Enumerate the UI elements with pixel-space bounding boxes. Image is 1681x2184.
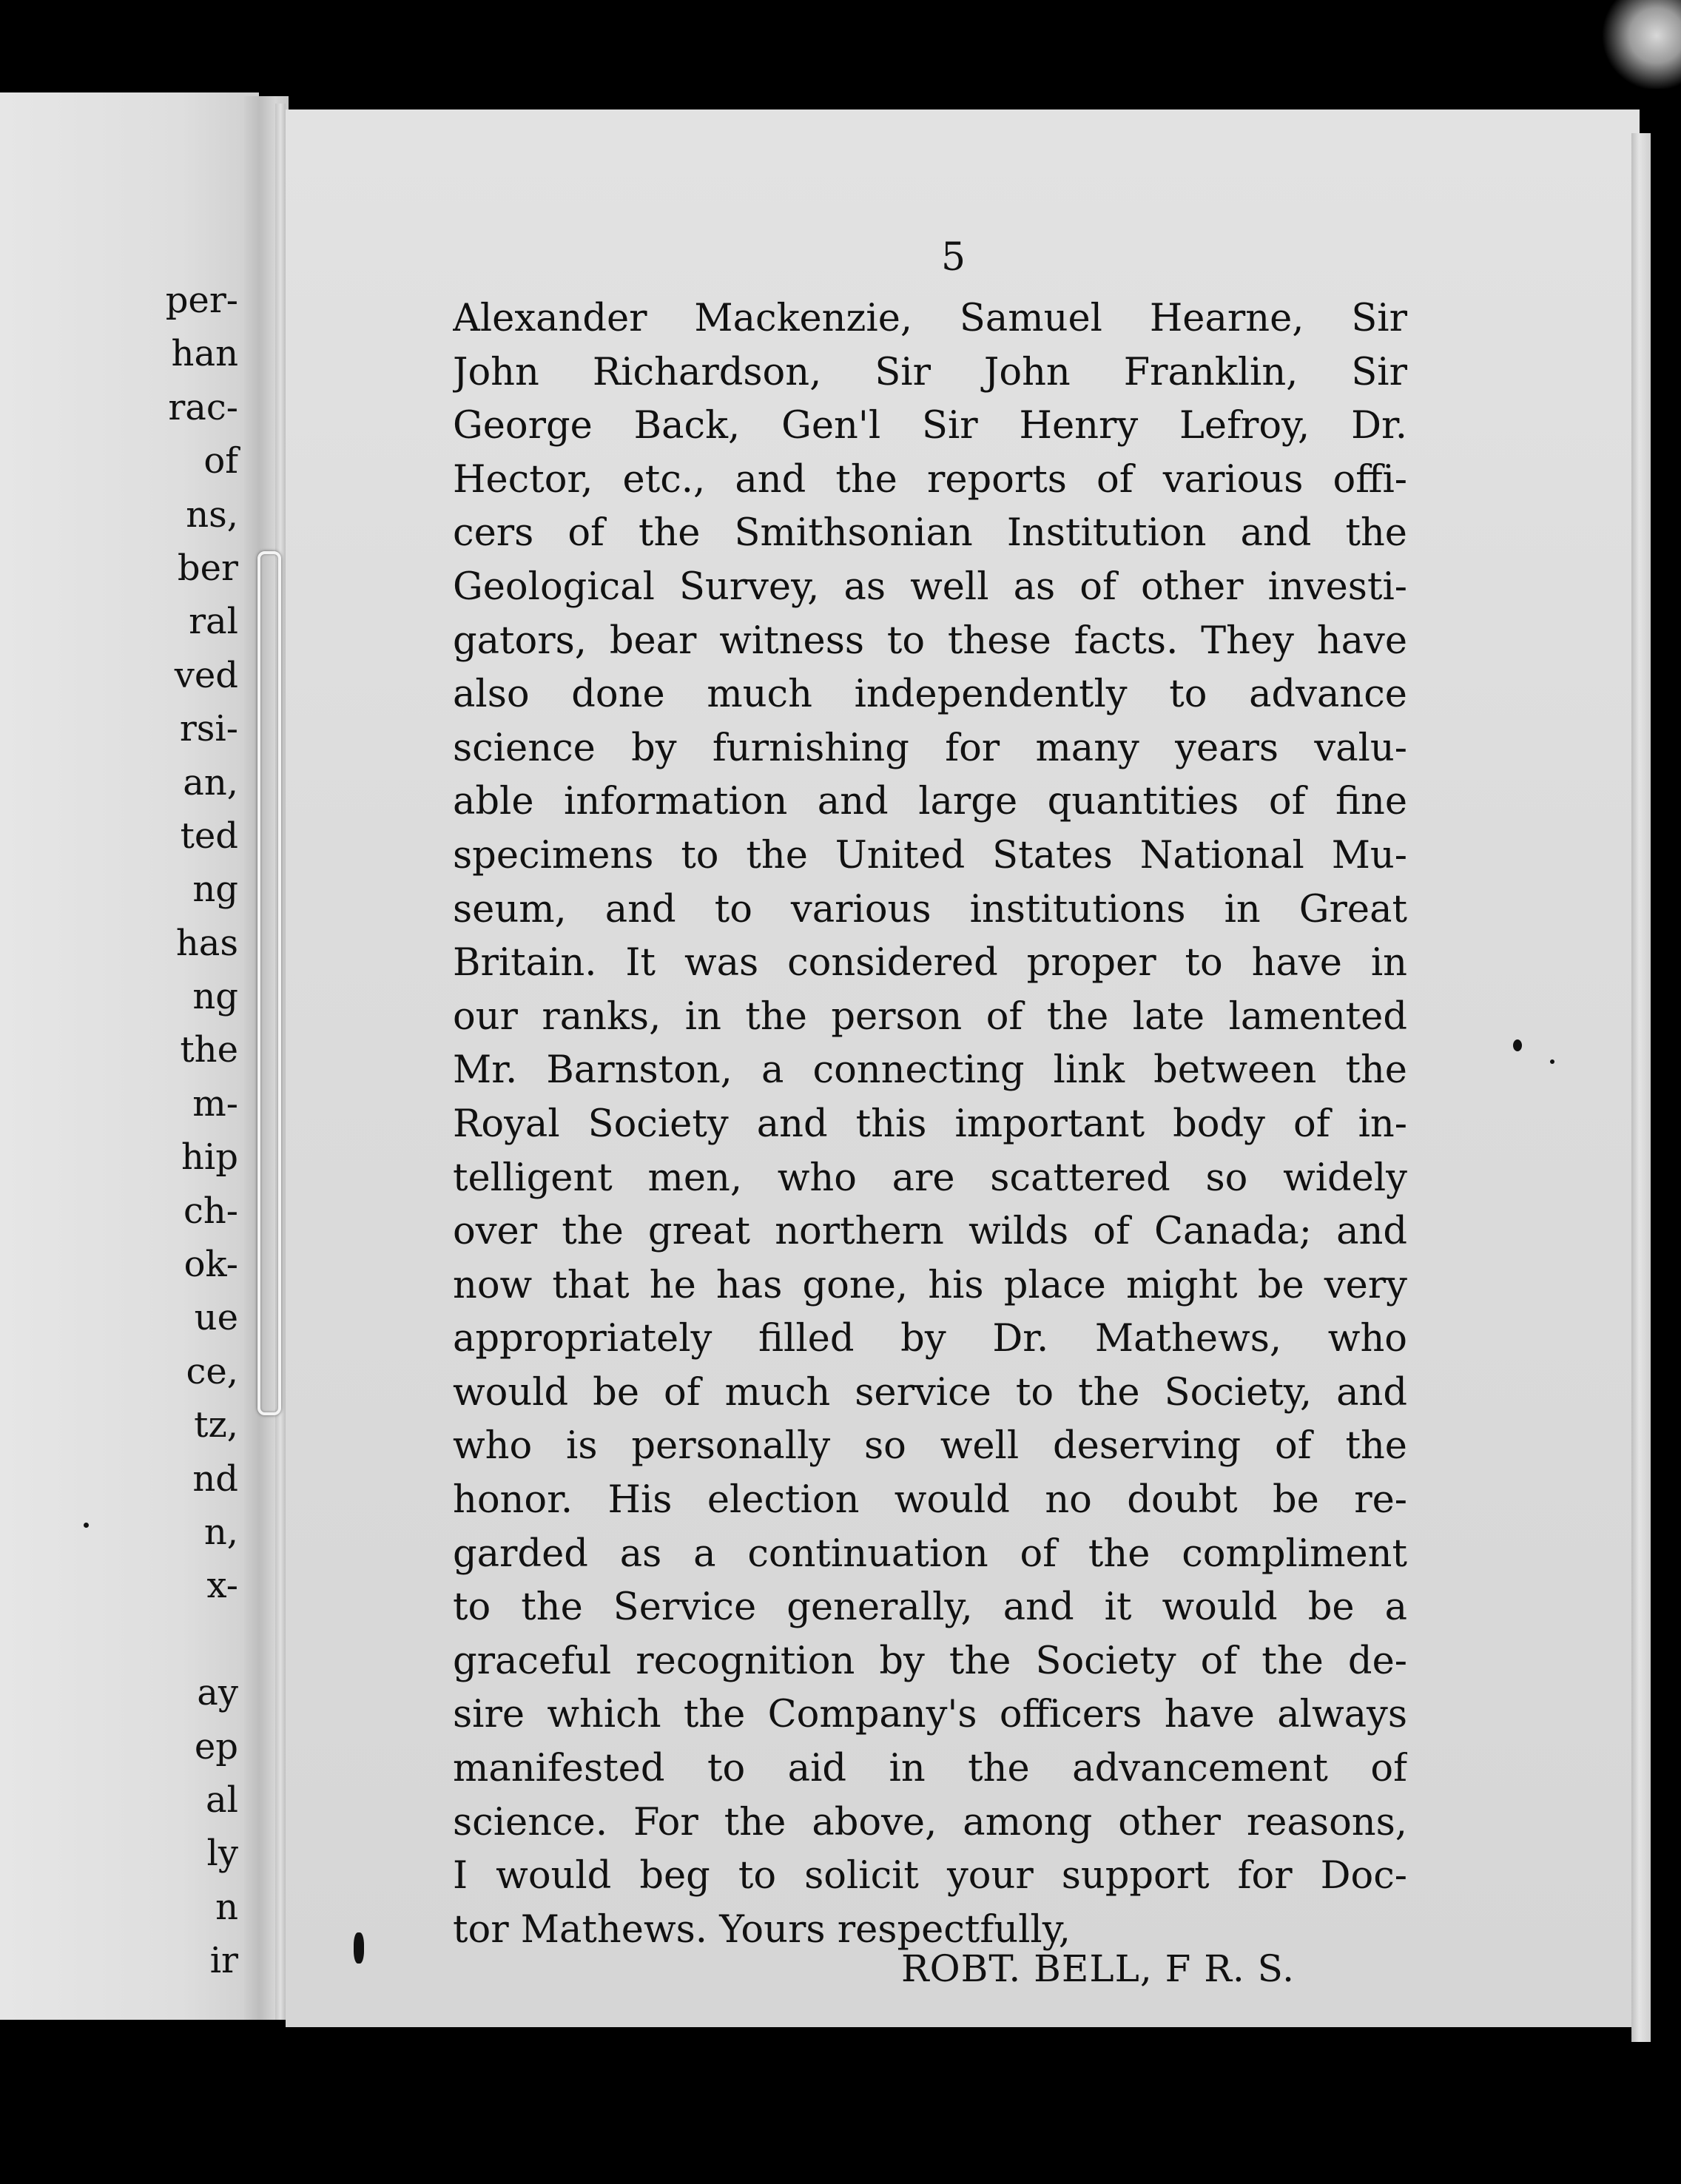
left-page-fragment	[0, 92, 259, 2020]
body-text-line: Hector, etc., and the reports of various offi-	[453, 457, 1407, 502]
left-page-line-fragment: al	[206, 1779, 238, 1821]
left-page-line-fragment: ns,	[186, 493, 238, 536]
left-page-line-fragment: ir	[209, 1940, 238, 1982]
body-text-line: appropriately filled by Dr. Mathews, who	[453, 1317, 1407, 1361]
left-page-line-fragment: per-	[165, 280, 238, 321]
body-text-line: George Back, Gen'l Sir Henry Lefroy, Dr.	[453, 404, 1407, 448]
ink-speck	[1513, 1039, 1522, 1051]
body-text-line: also done much independently to advance	[453, 673, 1407, 717]
left-page-line-fragment: ce,	[186, 1350, 238, 1392]
left-page-line-fragment: n,	[203, 1511, 238, 1553]
body-text-line: gators, bear witness to these facts. They have	[453, 619, 1407, 663]
left-page-line-fragment: ok-	[183, 1244, 238, 1286]
left-page-line-fragment: the	[180, 1029, 238, 1071]
left-page-line-fragment: x-	[206, 1565, 238, 1607]
page-number: 5	[941, 235, 966, 280]
body-text-line: able information and large quantities of fine	[453, 780, 1407, 824]
body-text-line: graceful recognition by the Society of the de-	[453, 1639, 1407, 1683]
left-page-line-fragment: ng	[192, 869, 238, 911]
body-text-line: seum, and to various institutions in Great	[453, 887, 1407, 931]
body-text-line: Alexander Mackenzie, Samuel Hearne, Sir	[453, 297, 1407, 340]
left-page-line-fragment: tz,	[194, 1404, 238, 1446]
right-page-edge	[1631, 133, 1651, 2042]
body-text-line: manifested to aid in the advancement of	[453, 1747, 1407, 1791]
left-page-line-fragment: ly	[206, 1833, 238, 1875]
body-text-line: I would beg to solicit your support for Doc-	[453, 1854, 1407, 1898]
left-page-line-fragment: rac-	[168, 386, 238, 428]
left-page-line-fragment: has	[175, 922, 238, 964]
body-text-line: sire which the Company's officers have always	[453, 1693, 1407, 1737]
body-text-line: science. For the above, among other reasons,	[453, 1800, 1407, 1844]
body-text-line: cers of the Smithsonian Institution and the	[453, 511, 1407, 556]
left-page-line-fragment: han	[171, 333, 238, 375]
body-text-line: John Richardson, Sir John Franklin, Sir	[453, 350, 1407, 394]
body-text-line: over the great northern wilds of Canada; and	[453, 1210, 1407, 1254]
ink-speck	[1550, 1059, 1554, 1064]
left-page-line-fragment: ral	[189, 601, 238, 643]
signature-line: ROBT. BELL, F R. S.	[901, 1947, 1295, 1990]
left-page-line-fragment: ng	[192, 976, 238, 1018]
body-text-line: to the Service generally, and it would be a	[453, 1585, 1407, 1630]
body-text-line: would be of much service to the Society, and	[453, 1370, 1407, 1415]
body-text-line: science by furnishing for many years valu-	[453, 726, 1407, 770]
body-text-line: who is personally so well deserving of the	[453, 1424, 1407, 1469]
left-page-line-fragment: ep	[194, 1725, 238, 1767]
left-page-line-fragment: ue	[194, 1297, 238, 1339]
body-text-line: Royal Society and this important body of in-	[453, 1102, 1407, 1146]
body-text-line: Britain. It was considered proper to have in	[453, 941, 1407, 985]
left-page-line-fragment: m-	[192, 1082, 238, 1125]
body-text-line: garded as a continuation of the compliment	[453, 1531, 1407, 1576]
left-page-line-fragment: ay	[197, 1672, 238, 1714]
body-text-line: tor Mathews. Yours respectfully,	[453, 1907, 1071, 1952]
body-text-line: now that he has gone, his place might be very	[453, 1263, 1407, 1307]
left-page-line-fragment: ch-	[183, 1190, 238, 1232]
letter-body-text	[453, 292, 1407, 1957]
ink-speck	[84, 1523, 89, 1528]
left-page-line-fragment: hip	[181, 1136, 238, 1179]
left-page-line-fragment: ted	[180, 815, 238, 857]
body-text-line: our ranks, in the person of the late lamented	[453, 994, 1407, 1039]
left-page-line-fragments	[166, 274, 238, 1988]
body-text-line: Geological Survey, as well as of other investi-	[453, 564, 1407, 609]
left-page-line-fragment: n	[215, 1886, 238, 1928]
left-page-line-fragment: of	[203, 440, 238, 482]
left-page-line-fragment: rsi-	[179, 708, 238, 750]
left-page-line-fragment	[166, 1613, 238, 1666]
body-text-line: Mr. Barnston, a connecting link between the	[453, 1048, 1407, 1093]
binding-staple	[257, 551, 281, 1415]
left-page-line-fragment: ved	[174, 654, 238, 696]
body-text-line: honor. His election would no doubt be re-	[453, 1478, 1407, 1523]
left-page-line-fragment: an,	[183, 761, 238, 803]
scan-corner-glare	[1600, 0, 1681, 89]
ink-speck	[354, 1932, 364, 1964]
left-page-line-fragment: nd	[192, 1457, 238, 1500]
left-page-line-fragment: ber	[177, 547, 238, 589]
body-text-line: specimens to the United States National Mu-	[453, 833, 1407, 877]
body-text-line: telligent men, who are scattered so widely	[453, 1156, 1407, 1200]
